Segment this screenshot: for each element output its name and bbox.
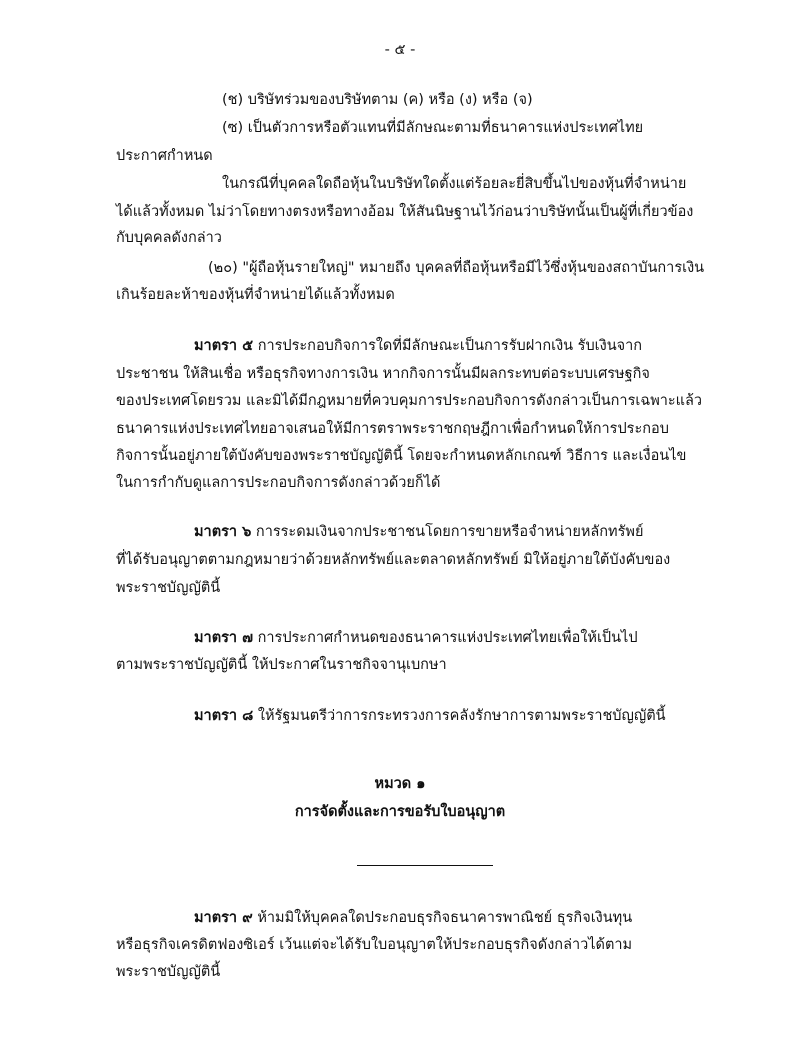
page-number: - ๕ - [384, 42, 416, 58]
section-6-text: การระดมเงินจากประชาชนโดยการขายหรือจำหน่ายหลักทรัพย์ [255, 524, 644, 540]
section-5-line-6: ในการกำกับดูแลการประกอบกิจการดังกล่าวด้วยก็ได้ [116, 475, 441, 491]
chapter-title: การจัดตั้งและการขอรับใบอนุญาต [294, 804, 506, 820]
definition-20-line-2: เกินร้อยละห้าของหุ้นที่จำหน่ายได้แล้วทั้งหมด [116, 287, 395, 303]
section-8-label: มาตรา ๘ [194, 708, 254, 724]
section-9-line-3: พระราชบัญญัตินี้ [116, 964, 221, 980]
section-5-text: การประกอบกิจการใดที่มีลักษณะเป็นการรับฝากเงิน รับเงินจาก [257, 338, 643, 354]
presumption-line-1: ในกรณีที่บุคคลใดถือหุ้นในบริษัทใดตั้งแต่ร้อยละยี่สิบขึ้นไปของหุ้นที่จำหน่าย [222, 176, 687, 192]
section-9-line-2: หรือธุรกิจเครดิตฟองซิเอร์ เว้นแต่จะได้รับใบอนุญาตให้ประกอบธุรกิจดังกล่าวได้ตาม [116, 937, 633, 953]
section-5-line-4: ธนาคารแห่งประเทศไทยอาจเสนอให้มีการตราพระราชกฤษฎีกาเพื่อกำหนดให้การประกอบ [116, 421, 669, 437]
section-9-first-line [194, 906, 632, 930]
divider-rule [357, 865, 493, 866]
section-5-line-3: ของประเทศโดยรวม และมิได้มีกฎหมายที่ควบคุมการประกอบกิจการดังกล่าวเป็นการเฉพาะแล้ว [116, 393, 703, 409]
section-7-first-line [194, 626, 638, 650]
definition-20-line-1: (๒๐) "ผู้ถือหุ้นรายใหญ่" หมายถึง บุคคลที่ถือหุ้นหรือมีไว้ซึ่งหุ้นของสถาบันการเงิน [208, 260, 705, 276]
section-7-line-2: ตามพระราชบัญญัตินี้ ให้ประกาศในราชกิจจานุเบกษา [116, 657, 447, 673]
section-8-text: ให้รัฐมนตรีว่าการกระทรวงการคลังรักษาการตามพระราชบัญญัตินี้ [257, 708, 666, 724]
presumption-line-3: กับบุคคลดังกล่าว [116, 230, 222, 246]
section-5-line-5: กิจการนั้นอยู่ภายใต้บังคับของพระราชบัญญัตินี้ โดยจะกำหนดหลักเกณฑ์ วิธีการ และเงื่อนไข [116, 448, 687, 464]
section-5-label: มาตรา ๕ [194, 338, 254, 354]
section-9-text: ห้ามมิให้บุคคลใดประกอบธุรกิจธนาคารพาณิชย์ ธุรกิจเงินทุน [257, 910, 633, 926]
section-7-text: การประกาศกำหนดของธนาคารแห่งประเทศไทยเพื่อให้เป็นไป [257, 630, 638, 646]
clause-ch: (ช) บริษัทร่วมของบริษัทตาม (ค) หรือ (ง) หรือ (จ) [222, 92, 533, 108]
section-6-label: มาตรา ๖ [194, 524, 252, 540]
clause-sor-cont: ประกาศกำหนด [116, 148, 213, 164]
section-8-first-line [194, 704, 666, 728]
presumption-line-2: ได้แล้วทั้งหมด ไม่ว่าโดยทางตรงหรือทางอ้อม ให้สันนิษฐานไว้ก่อนว่าบริษัทนั้นเป็นผู้ที่เกี่ยวข้อง [116, 204, 694, 220]
chapter-number: หมวด ๑ [374, 776, 426, 792]
section-6-line-3: พระราชบัญญัตินี้ [116, 580, 221, 596]
section-5-first-line [194, 334, 642, 358]
section-7-label: มาตรา ๗ [194, 630, 253, 646]
section-6-line-2: ที่ได้รับอนุญาตตามกฎหมายว่าด้วยหลักทรัพย์และตลาดหลักทรัพย์ มิให้อยู่ภายใต้บังคับของ [116, 552, 671, 568]
section-5-line-2: ประชาชน ให้สินเชื่อ หรือธุรกิจทางการเงิน หากกิจการนั้นมีผลกระทบต่อระบบเศรษฐกิจ [116, 366, 650, 382]
clause-sor: (ซ) เป็นตัวการหรือตัวแทนที่มีลักษณะตามที่ธนาคารแห่งประเทศไทย [222, 120, 644, 136]
section-6-first-line [194, 520, 643, 544]
section-9-label: มาตรา ๙ [194, 910, 253, 926]
